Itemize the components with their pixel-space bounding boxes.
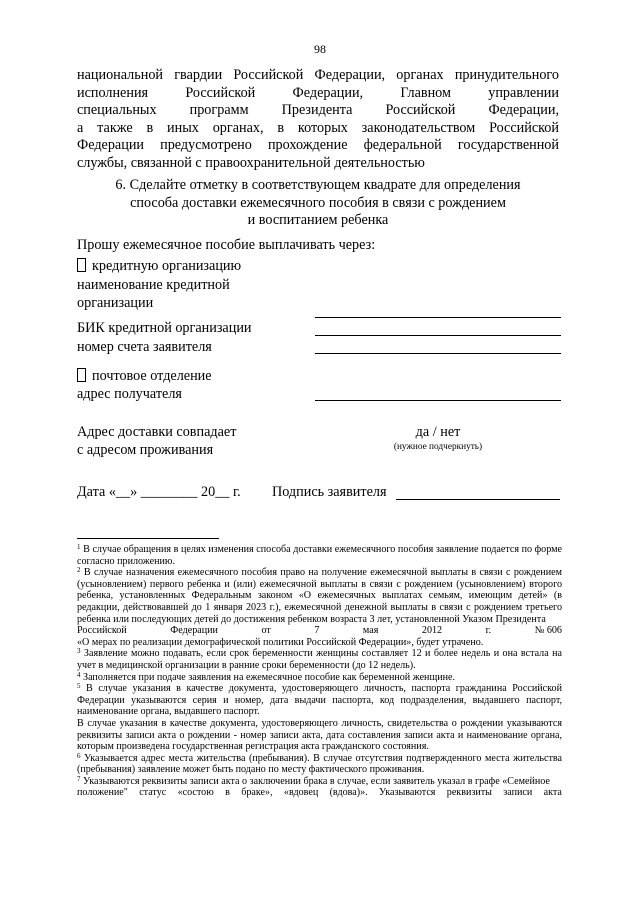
footnote-word: 7 — [314, 625, 320, 637]
post-office-label: почтовое отделение — [92, 368, 212, 384]
footnote-2-end: «О мерах по реализации демографической политики Российской Федерации», будет утрачено. — [77, 636, 484, 648]
request-label: Прошу ежемесячное пособие выплачивать через: — [77, 237, 376, 253]
intro-line: специальных программ Президента Российской Федерации, — [77, 102, 559, 119]
footnote-7 — [77, 776, 562, 788]
footnote-word: г. — [485, 625, 492, 637]
intro-line: национальной гвардии Российской Федерации, органах принудительного — [77, 67, 559, 83]
credit-org-label: кредитную организацию — [92, 258, 242, 274]
footnote-marker: 2 — [77, 566, 81, 575]
footnote-separator — [77, 538, 219, 539]
footnote-word: 2012 — [421, 625, 443, 637]
section-6-line: способа доставки ежемесячного пособия в связи с рождением — [130, 194, 506, 211]
footnote-2-date-line — [77, 625, 562, 637]
account-field[interactable] — [315, 353, 561, 354]
footnote-word: № 606 — [534, 625, 562, 637]
footnote-word: от — [261, 625, 271, 637]
credit-org-checkbox[interactable] — [77, 258, 86, 272]
section-6-line: и воспитанием ребенка — [247, 212, 389, 229]
footnote-text: В случае назначения ежемесячного пособия право на получение ежемесячной выплаты в связи с рождением (усыновлением) первого ребенка и (или) ежемесячной выплаты в связи с рождением (усыновлением) второго ребенка, установленных Федеральным законом «О ежемесячных выплатах семьям, имеющим детей» (в редакции, действовавшей до 1 января 2023 г.), ежемесячной денежной выплаты в связи с рождением третьего ребенка или последующих детей до достижения ребенком возраста 3 лет, установленной Указом Президента — [77, 567, 562, 625]
footnote-4 — [77, 672, 562, 684]
section-6-heading — [77, 177, 559, 230]
date-field[interactable]: Дата «__» ________ 20__ г. — [77, 484, 241, 500]
footnote-text: Заполняется при подаче заявления на ежемесячное пособие как беременной женщине. — [83, 671, 456, 683]
account-label: номер счета заявителя — [77, 339, 212, 355]
footnote-word: записи — [503, 787, 533, 799]
footnote-text: В случае указания в качестве документа, удостоверяющего личность, паспорта гражданина Российской Федерации указываются серия и номер, дата выдачи паспорта, код подразделения, выдавшего паспорт, наименование органа, выдавшего паспорт. — [77, 683, 562, 718]
intro-line: исполнения Российской Федерации, Главном управлении — [77, 84, 559, 101]
footnote-word: акта — [543, 787, 562, 799]
footnote-word: положение" — [77, 787, 128, 799]
recipient-address-label: адрес получателя — [77, 386, 182, 402]
footnote-1 — [77, 544, 562, 567]
yes-no-choice[interactable]: да / нет — [415, 424, 461, 440]
footnote-5 — [77, 683, 562, 718]
delivery-match-label — [77, 424, 236, 459]
credit-org-name-line: наименование кредитной — [77, 277, 230, 293]
bik-label: БИК кредитной организации — [77, 320, 252, 336]
footnote-word: Указываются — [379, 787, 436, 799]
footnote-word: «состою — [177, 787, 214, 799]
recipient-address-field[interactable] — [315, 400, 561, 401]
footnote-word: «вдовец — [283, 787, 319, 799]
post-office-option[interactable] — [77, 368, 212, 386]
credit-org-option[interactable] — [77, 258, 241, 276]
signature-field[interactable] — [396, 499, 560, 500]
intro-paragraph — [77, 67, 559, 173]
footnote-word: реквизиты — [446, 787, 492, 799]
bik-field[interactable] — [315, 335, 561, 336]
footnote-word: Федерации — [170, 625, 218, 637]
footnote-word: мая — [362, 625, 379, 637]
page-number: 98 — [314, 42, 326, 56]
footnote-marker: 1 — [77, 543, 81, 551]
credit-org-name-field[interactable] — [315, 317, 561, 318]
footnote-6 — [77, 753, 562, 776]
delivery-match-line: с адресом проживания — [77, 441, 214, 458]
post-office-checkbox[interactable] — [77, 368, 86, 382]
footnote-marker: 7 — [77, 774, 81, 783]
underline-hint: (нужное подчеркнуть) — [393, 442, 483, 452]
credit-org-name-line: организации — [77, 294, 154, 311]
footnote-word: статус — [139, 787, 167, 799]
footnotes — [77, 544, 562, 799]
footnote-marker: 5 — [77, 682, 81, 691]
footnote-text: В случае обращения в целях изменения способа доставки ежемесячного пособия заявление подается по форме согласно приложению. — [77, 544, 562, 567]
delivery-match-line: Адрес доставки совпадает — [77, 424, 237, 440]
footnote-2 — [77, 567, 562, 625]
intro-line: службы, связанной с правоохранительной деятельностью — [77, 154, 425, 171]
footnote-word: (вдова)». — [329, 787, 368, 799]
footnote-5b: В случае указания в качестве документа, удостоверяющего личность, свидетельства о рождении указываются реквизиты записи акта о рождении - номер записи акта, дата составления записи акта и наименование органа, которым произведена государственная регистрация акта гражданского состояния. — [77, 717, 562, 753]
section-6-line: 6. Сделайте отметку в соответствующем квадрате для определения — [115, 177, 521, 193]
credit-org-name-label — [77, 277, 230, 312]
footnote-text: Указывается адрес места жительства (пребывания). В случае отсутствия подтвержденного места жительства (пребывания) заявление может быть подано по месту фактического проживания. — [77, 752, 563, 776]
footnote-marker: 3 — [77, 647, 81, 656]
footnote-word: в — [225, 787, 230, 799]
footnote-marker: 6 — [77, 751, 81, 760]
footnote-word: браке», — [241, 787, 273, 799]
signature-label: Подпись заявителя — [272, 484, 387, 500]
footnote-marker: 4 — [77, 670, 81, 679]
footnote-3 — [77, 648, 562, 671]
footnote-7-line2 — [77, 787, 562, 799]
intro-line: Федерации предусмотрено прохождение федеральной государственной — [77, 137, 559, 154]
intro-line: а также в иных органах, в которых законодательством Российской — [77, 119, 559, 136]
footnote-word: Российской — [77, 625, 127, 637]
footnote-text: Указываются реквизиты записи акта о заключении брака в случае, если заявитель указал в графе «Семейное — [83, 775, 550, 787]
footnote-text: Заявление можно подавать, если срок беременности женщины составляет 12 и более недель и она встала на учет в медицинской организации в ранние сроки беременности (до 12 недель). — [77, 648, 562, 671]
